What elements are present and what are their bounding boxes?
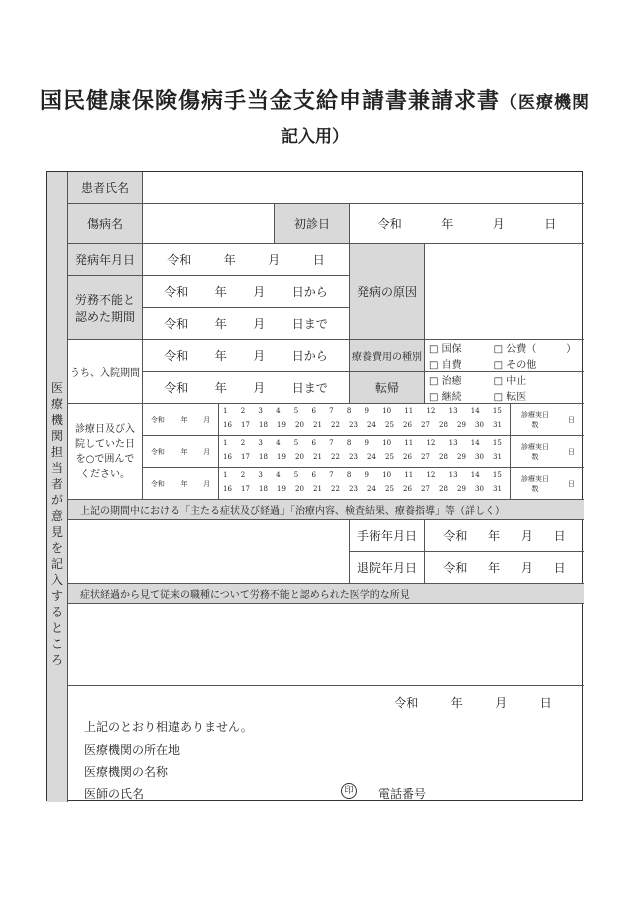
day-number[interactable]: 11 bbox=[404, 439, 414, 447]
day-number[interactable]: 21 bbox=[313, 485, 322, 493]
day-number[interactable]: 26 bbox=[403, 453, 412, 461]
day-number[interactable]: 17 bbox=[241, 453, 250, 461]
day-number[interactable]: 1 bbox=[223, 407, 228, 415]
side-label: 医療機関担当者が意見を記入するところ bbox=[47, 172, 68, 802]
visit-month-1[interactable]: 令和 年 月 bbox=[143, 404, 219, 436]
sign-date[interactable]: 令和 年 月 日 bbox=[394, 696, 552, 710]
day-number[interactable]: 9 bbox=[364, 439, 369, 447]
day-number[interactable]: 31 bbox=[493, 453, 502, 461]
onset-date[interactable]: 令和 年 月 日 bbox=[143, 244, 350, 276]
day-number[interactable]: 15 bbox=[492, 471, 502, 479]
day-number[interactable]: 22 bbox=[331, 453, 340, 461]
day-number-row bbox=[223, 439, 502, 447]
day-number[interactable]: 18 bbox=[259, 453, 268, 461]
day-number[interactable]: 20 bbox=[295, 485, 304, 493]
day-number[interactable]: 1 bbox=[223, 471, 228, 479]
visit-days-1[interactable] bbox=[219, 404, 511, 436]
day-number[interactable]: 3 bbox=[258, 439, 263, 447]
actual-days-1[interactable]: 診療実日数 日 bbox=[511, 404, 584, 436]
day-number[interactable]: 5 bbox=[293, 407, 299, 415]
day-number[interactable]: 26 bbox=[403, 421, 412, 429]
unable-from[interactable]: 令和 年 月 日から bbox=[143, 276, 350, 308]
label-patient: 患者氏名 bbox=[68, 172, 143, 204]
actual-days-2[interactable]: 診療実日数 日 bbox=[511, 436, 584, 468]
first-visit-date[interactable]: 令和 年 月 日 bbox=[350, 204, 584, 244]
label-discharge: 退院年月日 bbox=[350, 552, 425, 584]
day-number[interactable]: 29 bbox=[457, 453, 466, 461]
day-number[interactable]: 27 bbox=[421, 421, 430, 429]
form-sheet bbox=[46, 171, 583, 801]
day-number[interactable]: 6 bbox=[311, 407, 316, 415]
day-number[interactable]: 8 bbox=[346, 471, 352, 479]
day-number[interactable]: 31 bbox=[493, 421, 502, 429]
label-phone: 電話番号 bbox=[378, 787, 427, 801]
day-number[interactable]: 8 bbox=[346, 407, 352, 415]
day-number[interactable]: 27 bbox=[421, 453, 430, 461]
label-visit-days: 診療日及び入院していた日を○で囲んでください。 bbox=[68, 404, 143, 500]
day-number[interactable]: 30 bbox=[475, 421, 484, 429]
visit-month-2[interactable]: 令和 年 月 bbox=[143, 436, 219, 468]
day-number[interactable]: 10 bbox=[382, 471, 392, 479]
label-outcome: 転帰 bbox=[350, 372, 425, 404]
day-number[interactable]: 15 bbox=[492, 439, 502, 447]
day-number[interactable]: 15 bbox=[492, 407, 502, 415]
day-number[interactable]: 12 bbox=[426, 471, 436, 479]
discharge-date[interactable]: 令和 年 月 日 bbox=[425, 552, 584, 584]
day-number[interactable]: 4 bbox=[276, 471, 281, 479]
label-unable: 労務不能と認めた期間 bbox=[68, 276, 143, 340]
day-number[interactable]: 6 bbox=[311, 439, 316, 447]
label-cost-type: 療養費用の種別 bbox=[350, 340, 425, 372]
label-surgery: 手術年月日 bbox=[350, 520, 425, 552]
day-number[interactable]: 29 bbox=[457, 485, 466, 493]
day-number[interactable]: 23 bbox=[349, 421, 358, 429]
day-number[interactable]: 20 bbox=[295, 453, 304, 461]
day-number[interactable]: 21 bbox=[313, 421, 322, 429]
day-number[interactable]: 3 bbox=[258, 471, 263, 479]
day-number-row bbox=[223, 407, 502, 415]
day-number[interactable]: 2 bbox=[240, 407, 246, 415]
cause-field[interactable] bbox=[425, 244, 584, 340]
visit-month-3[interactable]: 令和 年 月 bbox=[143, 468, 219, 500]
day-number[interactable]: 7 bbox=[329, 439, 334, 447]
day-number[interactable]: 28 bbox=[439, 453, 448, 461]
day-number[interactable]: 23 bbox=[349, 485, 358, 493]
day-number[interactable]: 17 bbox=[241, 421, 250, 429]
day-number[interactable]: 16 bbox=[223, 421, 232, 429]
label-inpatient: うち、入院期間 bbox=[68, 340, 143, 404]
outcome-options[interactable]: □ 治癒 □ 中止 □ 継続 □ 転医 bbox=[425, 372, 584, 404]
label-first-visit: 初診日 bbox=[275, 204, 350, 244]
day-number[interactable]: 12 bbox=[426, 439, 436, 447]
label-opinion: 症状経過から見て従来の職種について労務不能と認められた医学的な所見 bbox=[68, 584, 584, 604]
day-number[interactable]: 19 bbox=[277, 485, 286, 493]
surgery-date[interactable]: 令和 年 月 日 bbox=[425, 520, 584, 552]
day-number[interactable]: 10 bbox=[382, 439, 392, 447]
cost-type-options[interactable]: □ 国保 □ 公費（ ） □ 自費 □ その他 bbox=[425, 340, 584, 372]
visit-days-2[interactable] bbox=[219, 436, 511, 468]
day-number[interactable]: 2 bbox=[240, 471, 246, 479]
day-number[interactable]: 28 bbox=[439, 485, 448, 493]
label-address: 医療機関の所在地 bbox=[84, 743, 181, 757]
day-number[interactable]: 17 bbox=[241, 485, 250, 493]
day-number[interactable]: 2 bbox=[240, 439, 246, 447]
label-onset: 発病年月日 bbox=[68, 244, 143, 276]
day-number[interactable]: 4 bbox=[276, 439, 281, 447]
day-number[interactable]: 10 bbox=[382, 407, 392, 415]
day-number[interactable]: 13 bbox=[448, 439, 458, 447]
day-number[interactable]: 16 bbox=[223, 453, 232, 461]
day-number[interactable]: 14 bbox=[470, 407, 480, 415]
day-number[interactable]: 8 bbox=[346, 439, 352, 447]
signature-area bbox=[68, 686, 584, 802]
day-number[interactable]: 19 bbox=[277, 421, 286, 429]
day-number[interactable]: 9 bbox=[364, 407, 369, 415]
day-number[interactable]: 29 bbox=[457, 421, 466, 429]
day-number[interactable]: 12 bbox=[426, 407, 436, 415]
label-doctor: 医師の氏名 bbox=[84, 787, 145, 801]
day-number[interactable]: 22 bbox=[331, 485, 340, 493]
day-number[interactable]: 13 bbox=[448, 407, 458, 415]
day-number[interactable]: 24 bbox=[367, 421, 376, 429]
actual-days-3[interactable]: 診療実日数 日 bbox=[511, 468, 584, 500]
patient-field[interactable] bbox=[143, 172, 584, 204]
form-title: 国民健康保険傷病手当金支給申請書兼請求書（医療機関 bbox=[39, 88, 590, 114]
day-number[interactable]: 22 bbox=[331, 421, 340, 429]
day-number[interactable]: 18 bbox=[259, 485, 268, 493]
day-number[interactable]: 31 bbox=[493, 485, 502, 493]
seal-mark: 印 bbox=[341, 783, 357, 799]
day-number[interactable]: 5 bbox=[293, 439, 299, 447]
visit-days-3[interactable] bbox=[219, 468, 511, 500]
day-number[interactable]: 30 bbox=[475, 485, 484, 493]
day-number[interactable]: 25 bbox=[385, 485, 394, 493]
day-number[interactable]: 18 bbox=[259, 421, 268, 429]
form-title-line2: 記入用） bbox=[281, 127, 349, 147]
day-number[interactable]: 11 bbox=[404, 407, 414, 415]
label-cause: 発病の原因 bbox=[350, 244, 425, 340]
opinion-field[interactable] bbox=[68, 604, 584, 686]
label-symptoms: 上記の期間中における「主たる症状及び経過」「治療内容、検査結果、療養指導」等（詳しく） bbox=[68, 500, 584, 520]
label-name: 医療機関の名称 bbox=[84, 765, 169, 779]
day-number[interactable]: 20 bbox=[295, 421, 304, 429]
day-number[interactable]: 14 bbox=[470, 471, 480, 479]
day-number[interactable]: 25 bbox=[385, 453, 394, 461]
day-number[interactable]: 3 bbox=[258, 407, 263, 415]
day-number-row bbox=[223, 453, 502, 461]
day-number[interactable]: 5 bbox=[293, 471, 299, 479]
symptoms-field[interactable] bbox=[68, 520, 350, 584]
inpatient-until[interactable]: 令和 年 月 日まで bbox=[143, 372, 350, 404]
day-number-row bbox=[223, 485, 502, 493]
day-number[interactable]: 21 bbox=[313, 453, 322, 461]
confirm-text: 上記のとおり相違ありません。 bbox=[84, 720, 253, 734]
day-number[interactable]: 7 bbox=[329, 407, 334, 415]
day-number[interactable]: 6 bbox=[311, 471, 316, 479]
day-number[interactable]: 11 bbox=[404, 471, 414, 479]
day-number[interactable]: 30 bbox=[475, 453, 484, 461]
inpatient-from[interactable]: 令和 年 月 日から bbox=[143, 340, 350, 372]
day-number[interactable]: 7 bbox=[329, 471, 334, 479]
day-number-row bbox=[223, 471, 502, 479]
day-number[interactable]: 1 bbox=[223, 439, 228, 447]
day-number[interactable]: 19 bbox=[277, 453, 286, 461]
day-number[interactable]: 14 bbox=[470, 439, 480, 447]
unable-until[interactable]: 令和 年 月 日まで bbox=[143, 308, 350, 340]
day-number[interactable]: 4 bbox=[276, 407, 281, 415]
day-number[interactable]: 16 bbox=[223, 485, 232, 493]
day-number[interactable]: 24 bbox=[367, 485, 376, 493]
disease-field[interactable] bbox=[143, 204, 275, 244]
day-number[interactable]: 26 bbox=[403, 485, 412, 493]
label-disease: 傷病名 bbox=[68, 204, 143, 244]
day-number[interactable]: 27 bbox=[421, 485, 430, 493]
day-number[interactable]: 9 bbox=[364, 471, 369, 479]
day-number[interactable]: 28 bbox=[439, 421, 448, 429]
day-number[interactable]: 24 bbox=[367, 453, 376, 461]
day-number[interactable]: 25 bbox=[385, 421, 394, 429]
day-number[interactable]: 23 bbox=[349, 453, 358, 461]
day-number[interactable]: 13 bbox=[448, 471, 458, 479]
day-number-row bbox=[223, 421, 502, 429]
